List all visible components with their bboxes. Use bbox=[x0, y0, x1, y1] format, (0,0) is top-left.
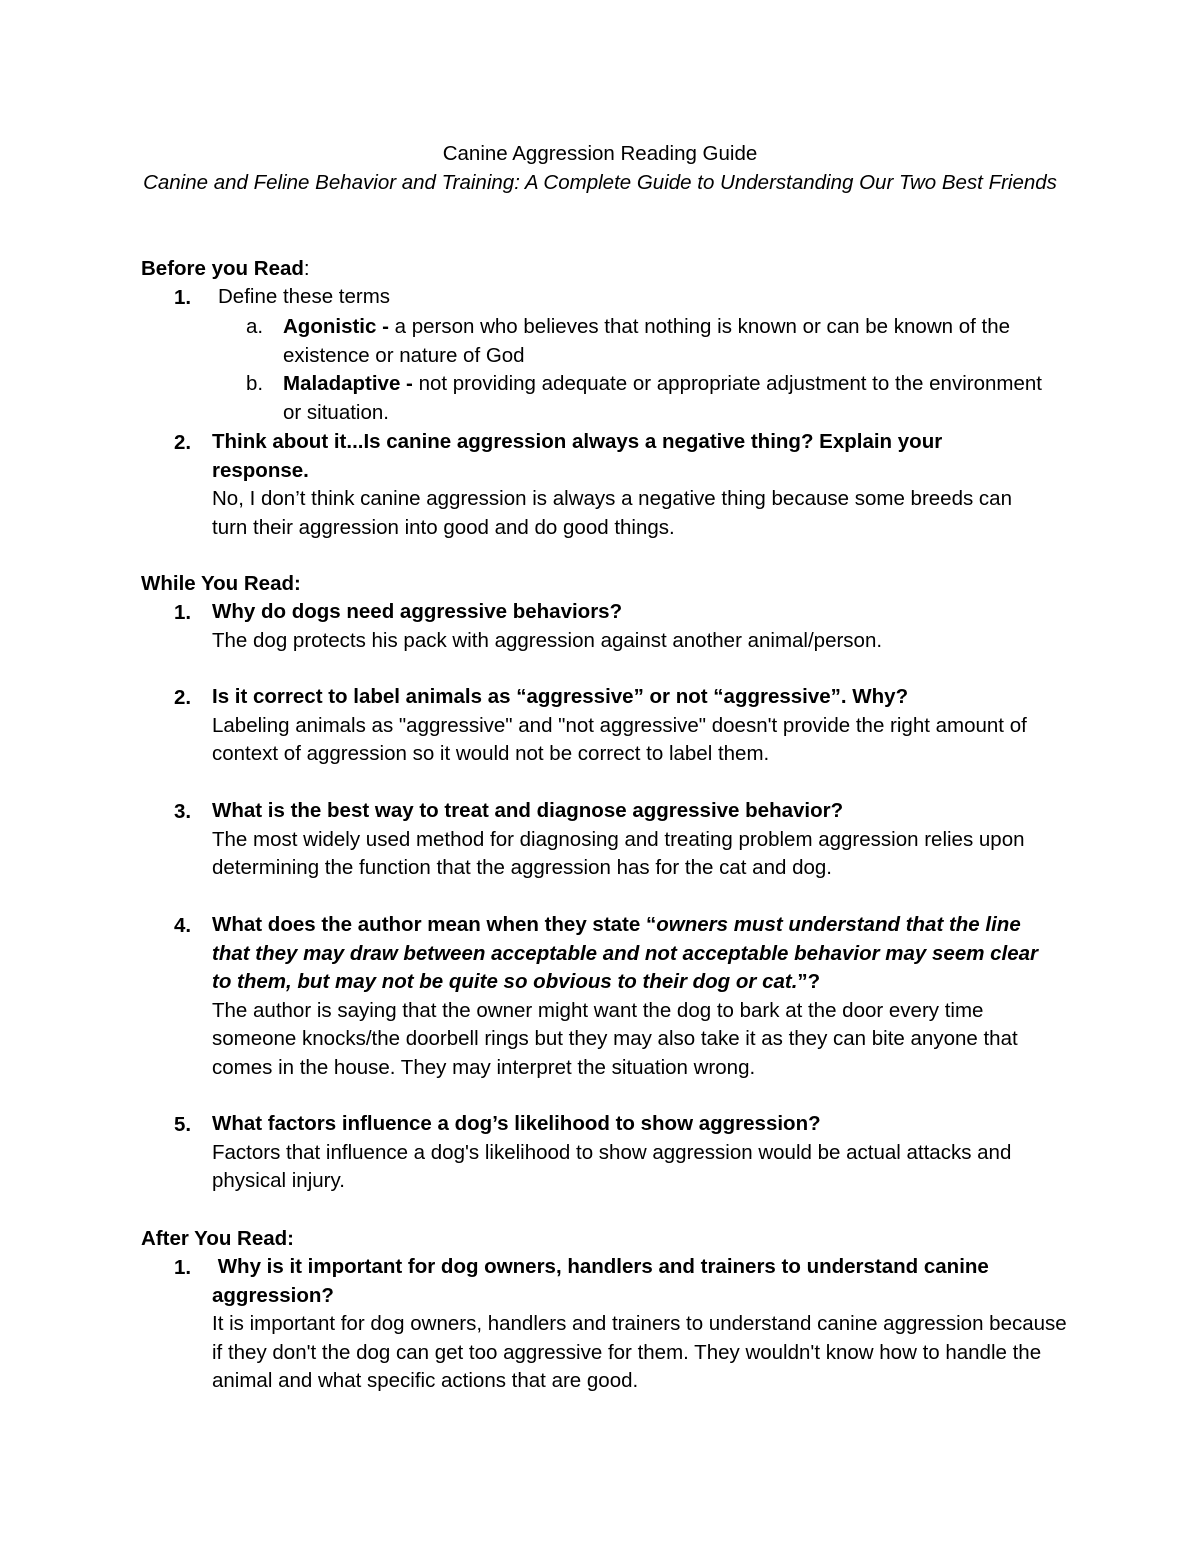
question-text: Why is it important for dog owners, handlers and trainers to understand canine aggression? bbox=[212, 1255, 995, 1307]
question-text: What does the author mean when they state “owners must understand that the line that they may draw between acceptable and not acceptable behavior may seem clear to them, but may not be quite so obvious to their dog or cat.”? bbox=[212, 913, 1039, 993]
title-block bbox=[140, 139, 1060, 197]
answer-text: Labeling animals as "aggressive" and "not aggressive" doesn't provide the right amount of context of aggression so it would not be correct to label them. bbox=[212, 713, 1027, 765]
term-agonistic: Agonistic - a person who believes that nothing is known or can be known of the existence or nature of God bbox=[283, 315, 1011, 367]
answer-text: The dog protects his pack with aggression against another animal/person. bbox=[212, 628, 883, 652]
question-block bbox=[212, 911, 1042, 1082]
item-number: 5. bbox=[174, 1113, 192, 1136]
item-number: 2. bbox=[174, 686, 192, 709]
question-text: Think about it...Is canine aggression always a negative thing? Explain your response. bbox=[212, 430, 943, 482]
question-block bbox=[212, 683, 1072, 769]
item-number: 4. bbox=[174, 914, 192, 937]
question-block bbox=[212, 797, 1072, 883]
question-block bbox=[212, 1253, 1072, 1396]
section-heading-after: After You Read: bbox=[141, 1227, 295, 1250]
question-block bbox=[212, 428, 1032, 542]
answer-text: Factors that influence a dog's likelihood to show aggression would be actual attacks and physical injury. bbox=[212, 1140, 1012, 1192]
question-block bbox=[212, 598, 1072, 655]
term-maladaptive: Maladaptive - not providing adequate or appropriate adjustment to the environment or situation. bbox=[283, 372, 1042, 424]
answer-text: The author is saying that the owner might want the dog to bark at the door every time someone knocks/the doorbell rings but they may also take it as they can bite anyone that comes in the house. They may interpret the situation wrong. bbox=[212, 998, 1018, 1079]
answer-text: The most widely used method for diagnosing and treating problem aggression relies upon determining the function that the aggression has for the cat and dog. bbox=[212, 827, 1025, 879]
question-text: Why do dogs need aggressive behaviors? bbox=[212, 600, 623, 623]
term-letter: a. bbox=[246, 315, 264, 338]
question-text: What factors influence a dog’s likelihood to show aggression? bbox=[212, 1112, 821, 1135]
document-title: Canine Aggression Reading Guide bbox=[442, 142, 758, 165]
section-heading-while: While You Read: bbox=[141, 572, 301, 595]
define-terms-prompt: Define these terms bbox=[218, 285, 391, 308]
item-number: 1. bbox=[174, 1256, 192, 1279]
document-subtitle: Canine and Feline Behavior and Training: A Complete Guide to Understanding Our Two Best Friends bbox=[143, 171, 1057, 194]
question-block bbox=[212, 1110, 1072, 1196]
term-letter: b. bbox=[246, 372, 264, 395]
answer-text: It is important for dog owners, handlers and trainers to understand canine aggression because if they don't the dog can get too aggressive for them. They wouldn't know how to handle the animal and what specific actions that are good. bbox=[212, 1312, 1067, 1392]
question-text: What is the best way to treat and diagnose aggressive behavior? bbox=[212, 799, 844, 822]
question-text: Is it correct to label animals as “aggressive” or not “aggressive”. Why? bbox=[212, 685, 909, 708]
answer-text: No, I don’t think canine aggression is always a negative thing because some breeds can turn their aggression into good and do good things. bbox=[212, 487, 1012, 539]
item-number: 1. bbox=[174, 601, 192, 624]
section-heading-before: Before you Read: bbox=[141, 257, 310, 280]
item-number: 2. bbox=[174, 431, 192, 454]
item-number: 3. bbox=[174, 800, 192, 823]
item-number: 1. bbox=[174, 286, 192, 309]
